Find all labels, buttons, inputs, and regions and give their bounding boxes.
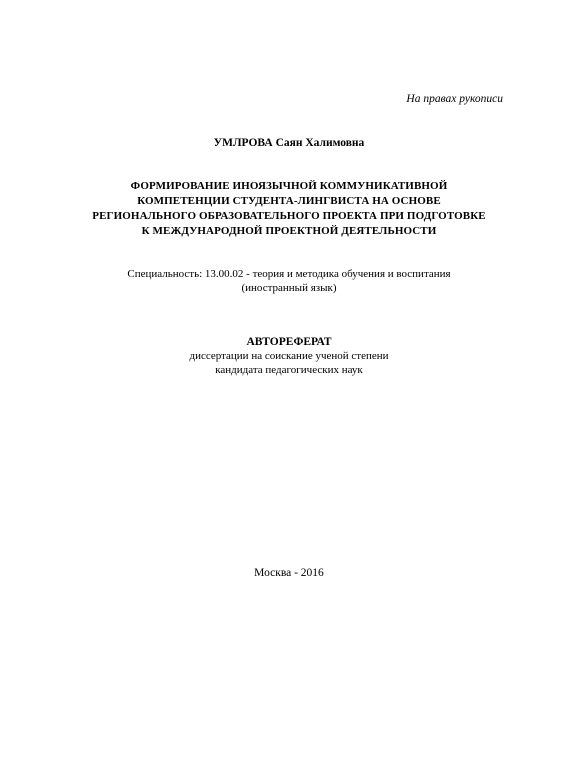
abstract-title: АВТОРЕФЕРАТ <box>246 336 332 348</box>
abstract-degree: кандидата педагогических наук <box>215 364 363 376</box>
title-line: РЕГИОНАЛЬНОГО ОБРАЗОВАТЕЛЬНОГО ПРОЕКТА ПРИ ПОДГОТОВКЕ <box>92 210 486 222</box>
specialty-subline: (иностранный язык) <box>241 282 337 294</box>
city-year: Москва - 2016 <box>254 567 324 579</box>
title-line: К МЕЖДУНАРОДНОЙ ПРОЕКТНОЙ ДЕЯТЕЛЬНОСТИ <box>141 225 437 237</box>
title-line: ФОРМИРОВАНИЕ ИНОЯЗЫЧНОЙ КОММУНИКАТИВНОЙ <box>130 180 448 192</box>
author-name: УМЛРОВА Саян Халимовна <box>213 137 365 149</box>
rights-note: На правах рукописи <box>406 93 503 105</box>
title-line: КОМПЕТЕНЦИИ СТУДЕНТА-ЛИНГВИСТА НА ОСНОВЕ <box>137 195 441 207</box>
specialty-line: Специальность: 13.00.02 - теория и методика обучения и воспитания <box>127 268 451 280</box>
abstract-block <box>0 335 578 377</box>
specialty-block <box>0 267 578 295</box>
abstract-description: диссертации на соискание ученой степени <box>189 350 389 362</box>
dissertation-title <box>60 179 518 239</box>
